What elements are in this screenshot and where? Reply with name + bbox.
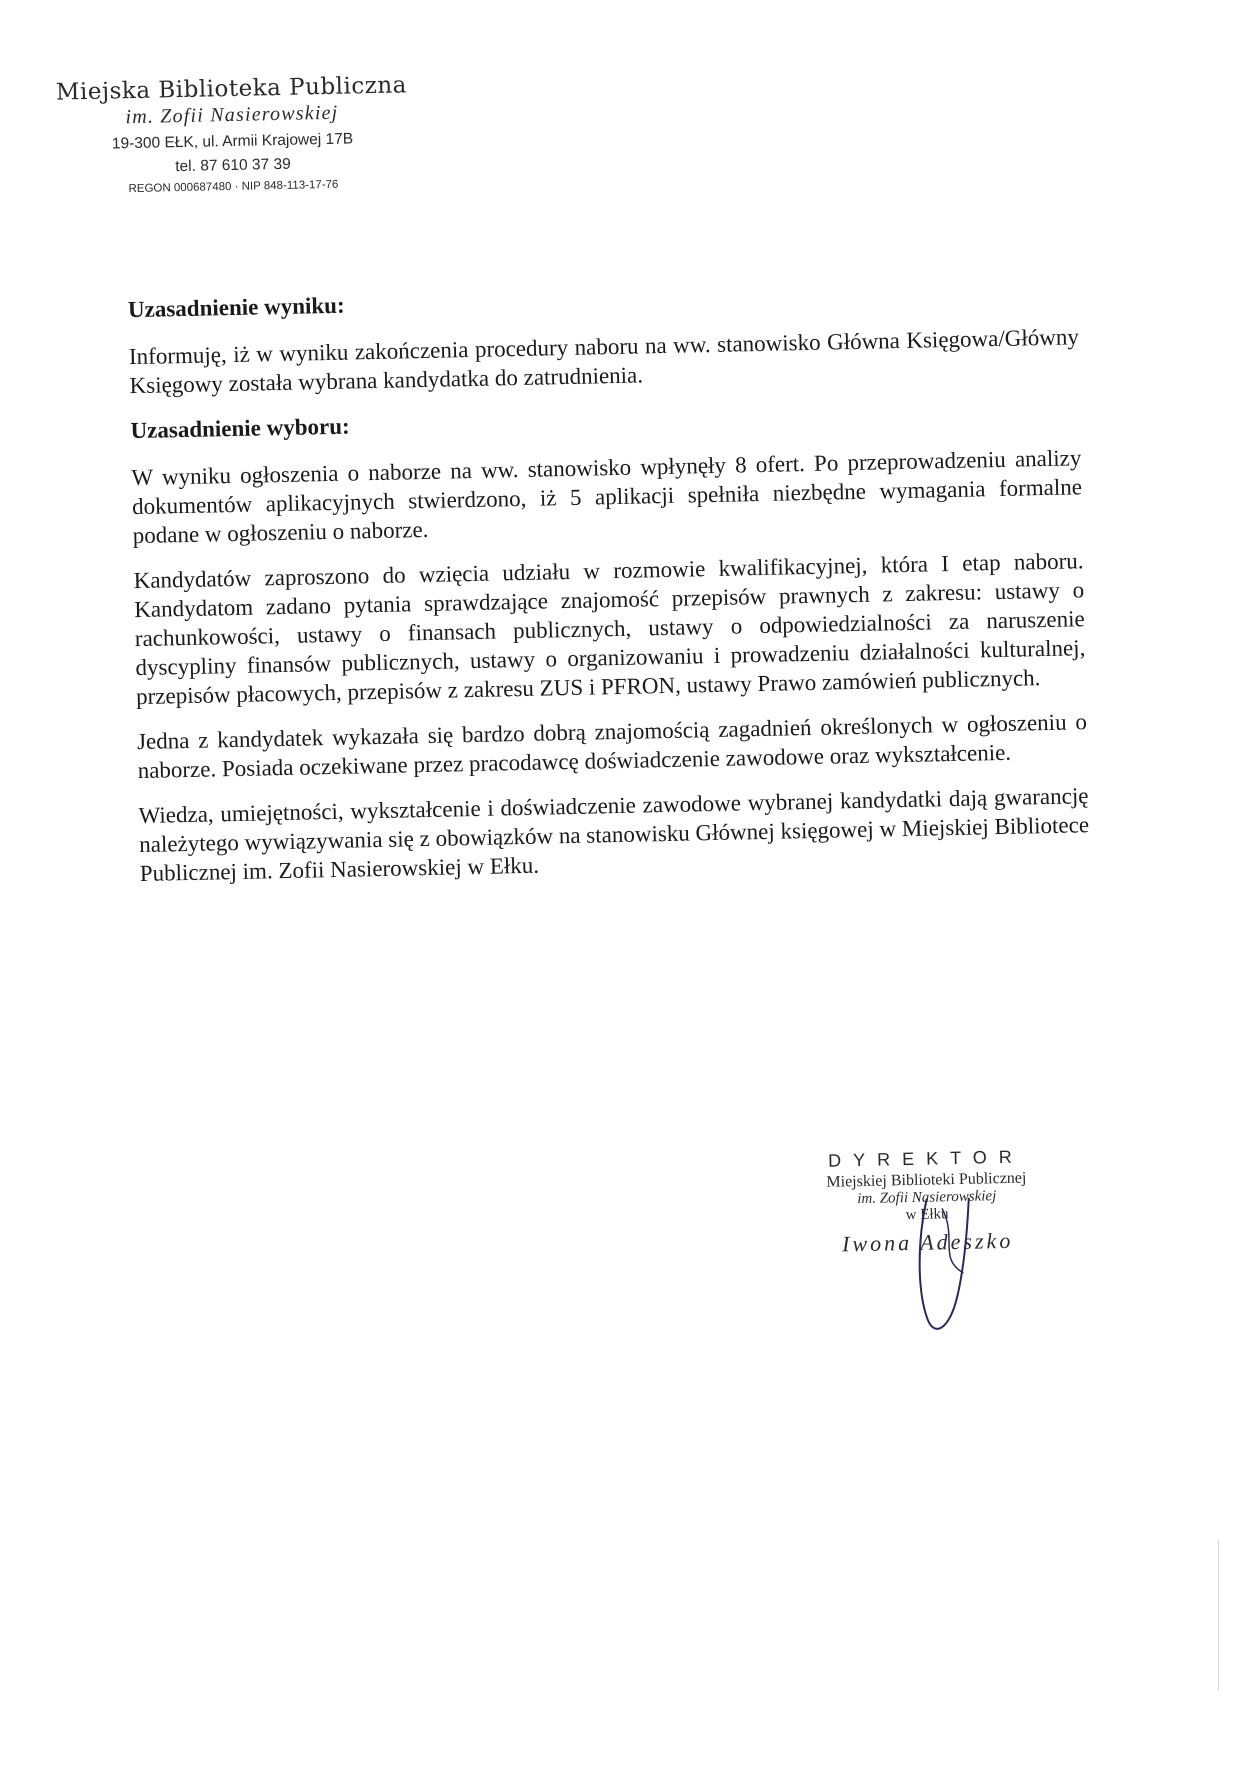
paragraph-candidate: Jedna z kandydatek wykazała się bardzo dobrą znajomością zagadnień określonych w ogłoszeniu o naborze. Posiada oczekiwane przez pracodawcę doświadczenie zawodowe oraz wykształcenie. xyxy=(136,709,1088,784)
scan-edge-mark xyxy=(1218,1540,1219,1690)
director-city: w Ełku xyxy=(905,1206,949,1224)
paragraph-offers: W wyniku ogłoszenia o naborze na ww. stanowisko wpłynęły 8 ofert. Po przeprowadzeniu analizy dokumentów aplikacyjnych stwierdzono, iż 5 aplikacji spełniła niezbędne wymagania formalne podane w ogłoszeniu o naborze. xyxy=(131,445,1083,549)
stamp-phone: tel. 87 610 37 39 xyxy=(175,155,291,176)
letter-body xyxy=(128,275,1091,904)
paragraph-qualifications: Wiedza, umiejętności, wykształcenie i doświadczenie zawodowe wybranej kandydatki dają gwarancję należytego wywiązywania się z obowiązków na stanowisku Głównej księgowej w Miejskiej Bibliotece Publicznej im. Zofii Nasierowskiej w Ełku. xyxy=(138,783,1090,887)
institution-stamp xyxy=(41,72,423,197)
director-title: DYREKTOR xyxy=(827,1146,1024,1171)
heading-result-justification: Uzasadnienie wyniku: xyxy=(127,292,345,323)
paragraph-interview: Kandydatów zaproszono do wzięcia udziału w rozmowie kwalifikacyjnej, która I etap naboru. Kandydatom zadano pytania sprawdzające znajomość przepisów prawnych z zakresu: ustawy o rachunkowości, ustawy o finansach publicznych, ustawy o odpowiedzialności za naruszenie dyscypliny finansów publicznych, ustawy o organizowaniu i prowadzeniu działalności kulturalnej, przepisów płacowych, przepisów z zakresu ZUS i PFRON, ustawy Prawo zamówień publicznych. xyxy=(133,548,1086,710)
heading-choice-justification: Uzasadnienie wyboru: xyxy=(130,413,350,444)
paragraph-result: Informuję, iż w wyniku zakończenia procedury naboru na ww. stanowisko Główna Księgowa/Główny Księgowy została wybrana kandydatka do zatrudnienia. xyxy=(128,324,1080,399)
stamp-patron: im. Zofii Nasierowskiej xyxy=(125,101,339,129)
director-name: Iwona Adeszko xyxy=(841,1227,1014,1257)
handwritten-signature xyxy=(886,1177,1010,1349)
stamp-address: 19-300 EŁK, ul. Armii Krajowej 17B xyxy=(111,130,354,153)
stamp-institution-name: Miejska Biblioteka Publiczna xyxy=(55,72,408,106)
director-patron: im. Zofii Nasierowskiej xyxy=(857,1188,997,1208)
stamp-registry-ids: REGON 000687480 · NIP 848-113-17-76 xyxy=(128,178,339,196)
director-organization: Miejskiej Biblioteki Publicznej xyxy=(826,1169,1027,1191)
